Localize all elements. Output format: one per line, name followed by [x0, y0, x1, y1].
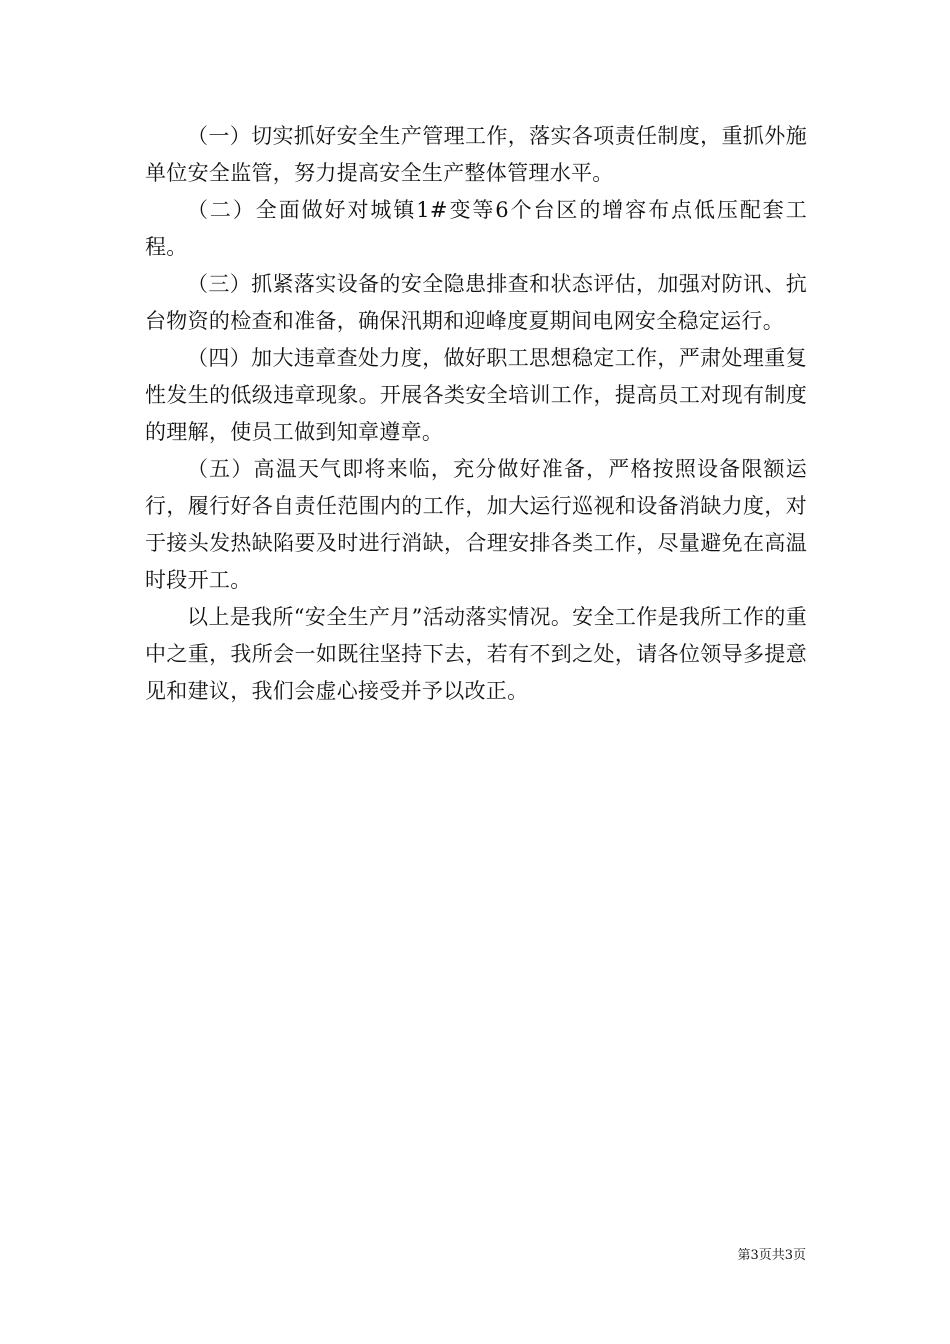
paragraph-item-1: （一）切实抓好安全生产管理工作，落实各项责任制度，重抓外施单位安全监管，努力提高安全生产整体管理水平。 — [145, 124, 807, 185]
paragraph-item-3: （三）抓紧落实设备的安全隐患排查和状态评估，加强对防讯、抗台物资的检查和准备，确保汛期和迎峰度夏期间电网安全稳定运行。 — [145, 272, 807, 333]
closing-paragraph: 以上是我所“安全生产月”活动落实情况。安全工作是我所工作的重中之重，我所会一如既往坚持下去，若有不到之处，请各位领导多提意见和建议，我们会虚心接受并予以改正。 — [145, 605, 807, 703]
paragraph-item-4: （四）加大违章查处力度，做好职工思想稳定工作，严肃处理重复性发生的低级违章现象。开展各类安全培训工作，提高员工对现有制度的理解，使员工做到知章遵章。 — [145, 346, 807, 444]
paragraph-item-5: （五）高温天气即将来临，充分做好准备，严格按照设备限额运行，履行好各自责任范围内的工作，加大运行巡视和设备消缺力度，对于接头发热缺陷要及时进行消缺，合理安排各类工作，尽量避免在高温时段开工。 — [145, 457, 807, 592]
page-number-footer: 第3页共3页 — [737, 1248, 806, 1263]
document-body — [145, 118, 807, 710]
paragraph-item-2: （二）全面做好对城镇1#变等6个台区的增容布点低压配套工程。 — [145, 198, 807, 259]
